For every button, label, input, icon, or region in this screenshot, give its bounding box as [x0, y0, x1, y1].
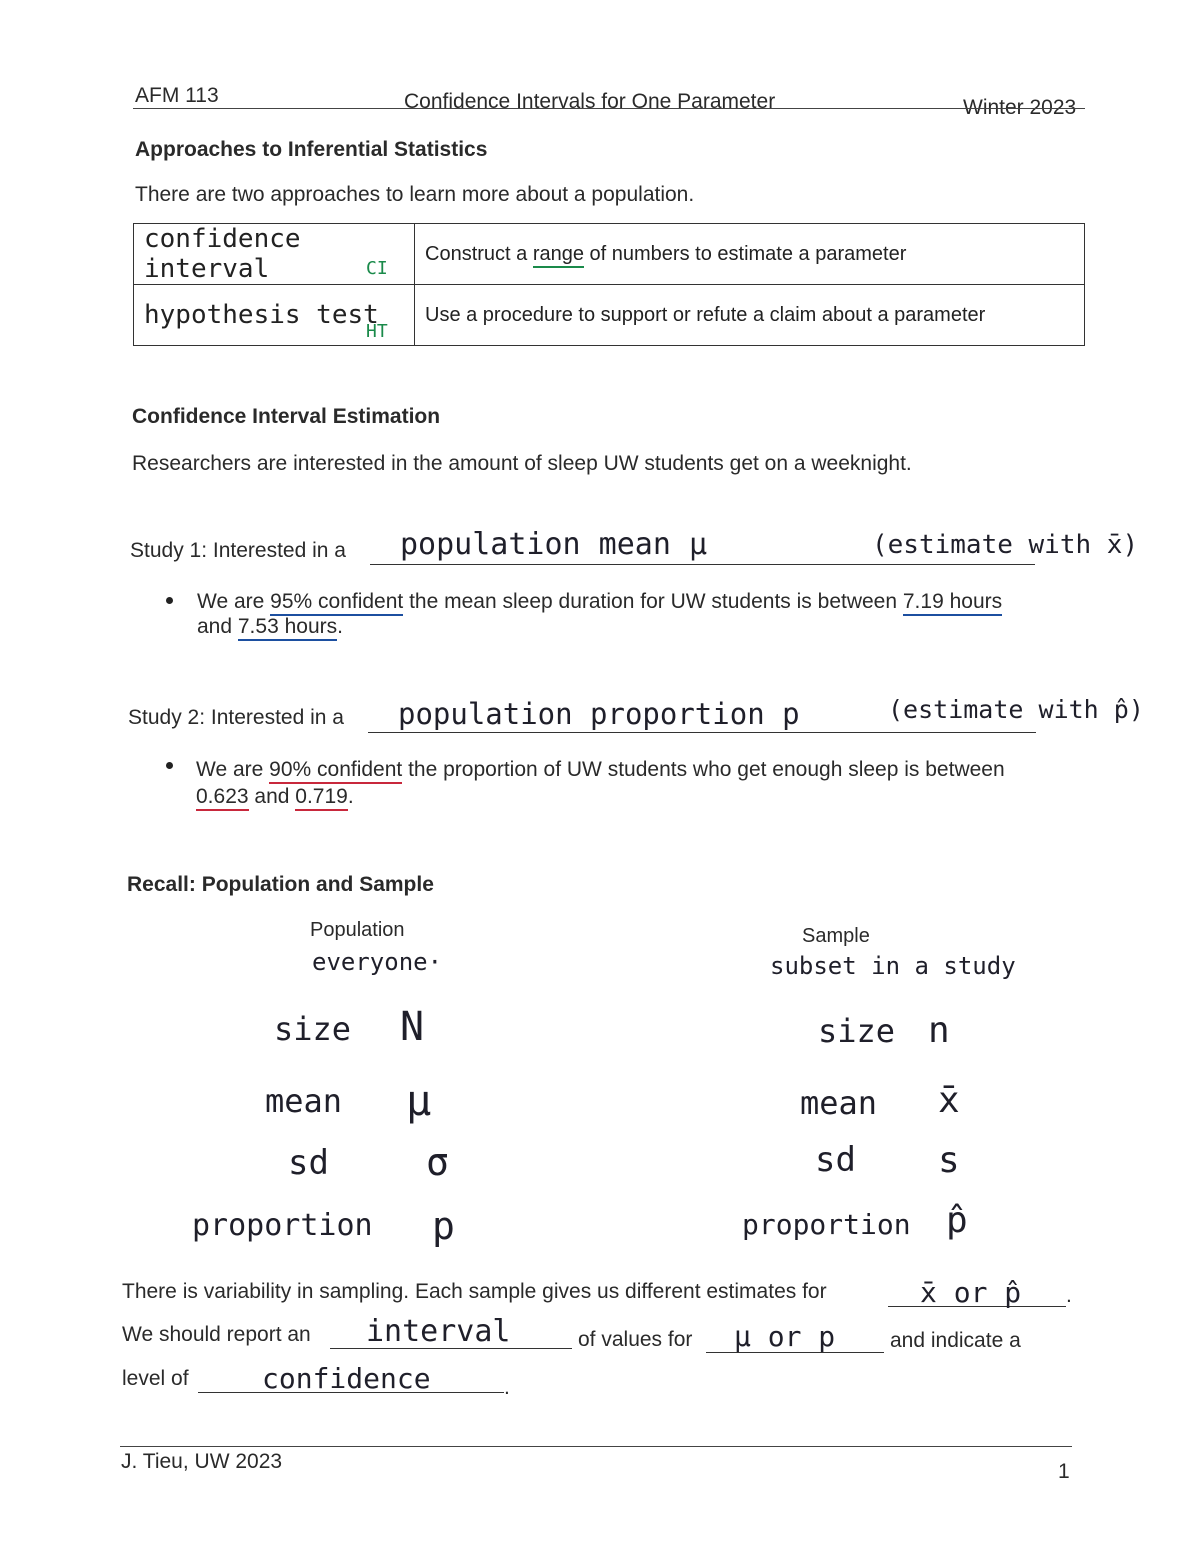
population-row-sd-key: sd — [288, 1143, 329, 1183]
population-row-proportion-key: proportion — [192, 1208, 373, 1243]
study2-prompt: Study 2: Interested in a — [128, 706, 344, 729]
sample-desc: subset in a study — [770, 952, 1016, 980]
study1-blank — [370, 564, 1035, 565]
desc-cell — [415, 224, 1085, 285]
closing-line2-mid: of values for — [578, 1328, 693, 1351]
closing-line3-end: . — [504, 1376, 510, 1399]
text: and — [197, 615, 238, 638]
underlined-confidence: 90% confident — [269, 758, 402, 784]
term-confidence-interval: confidence interval — [144, 224, 301, 284]
underlined-lower-bound: 0.623 — [196, 785, 249, 811]
section-heading-ci-estimation: Confidence Interval Estimation — [132, 405, 441, 428]
sample-row-size-val: n — [928, 1010, 950, 1051]
header-rule — [133, 108, 1085, 109]
abbr-ci: CI — [366, 258, 388, 279]
text: We are — [196, 758, 270, 781]
term-hypothesis-test: hypothesis test — [144, 300, 379, 330]
text: and — [248, 785, 296, 808]
underlined-lower-bound: 7.19 hours — [903, 590, 1002, 616]
text: . — [347, 785, 354, 808]
underlined-upper-bound: 7.53 hours — [238, 615, 337, 641]
bullet — [166, 762, 173, 769]
population-row-size-val: N — [400, 1004, 425, 1050]
desc-text: Construct a — [425, 242, 533, 265]
sample-row-mean-val: x̄ — [938, 1080, 960, 1121]
study1-note: (estimate with x̄) — [872, 530, 1139, 560]
study1-statement — [197, 589, 1077, 639]
closing-line1-fill: x̄ or p̂ — [920, 1276, 1022, 1309]
section-heading-approaches: Approaches to Inferential Statistics — [135, 138, 488, 161]
course-code: AFM 113 — [135, 84, 219, 107]
underlined-range: range — [533, 243, 584, 268]
population-desc: everyone· — [312, 948, 443, 976]
study1-answer: population mean μ — [400, 527, 708, 562]
closing-line2-text: We should report an — [122, 1323, 311, 1346]
text: the mean sleep duration for UW students is between — [403, 590, 903, 613]
closing-line3-text: level of — [122, 1367, 189, 1390]
desc-cell — [415, 285, 1085, 346]
desc-text: Use a procedure to support or refute a claim about a parameter — [425, 303, 986, 326]
sample-row-sd-val: s — [938, 1140, 960, 1181]
section-intro-ci-estimation: Researchers are interested in the amount of sleep UW students get on a weeknight. — [132, 452, 912, 475]
approaches-table — [133, 223, 1085, 346]
section-heading-population-sample: Recall: Population and Sample — [127, 873, 434, 896]
sample-label: Sample — [802, 925, 870, 947]
text: We are — [197, 590, 271, 613]
closing-line3-fill: confidence — [262, 1362, 431, 1395]
document-title: Confidence Intervals for One Parameter — [404, 90, 776, 113]
term-cell — [134, 224, 415, 285]
population-label: Population — [310, 919, 405, 941]
abbr-ht: HT — [366, 321, 388, 342]
table-row — [134, 285, 1085, 346]
underlined-upper-bound: 0.719 — [295, 785, 348, 811]
population-row-mean-val: μ — [406, 1076, 432, 1125]
term-label: Winter 2023 — [963, 96, 1077, 119]
study2-note: (estimate with p̂) — [888, 695, 1144, 724]
underlined-confidence: 95% confident — [270, 590, 403, 616]
section-intro-approaches: There are two approaches to learn more about a population. — [135, 183, 695, 206]
population-row-proportion-val: p — [432, 1204, 455, 1248]
page-number: 1 — [1058, 1460, 1070, 1483]
bullet — [166, 597, 173, 604]
closing-line2-end: and indicate a — [890, 1329, 1021, 1352]
closing-line2-fill: interval — [366, 1314, 511, 1349]
term-cell — [134, 285, 415, 346]
closing-line2-fill2: μ or p — [734, 1320, 836, 1353]
sample-row-sd-key: sd — [815, 1140, 856, 1180]
sample-row-mean-key: mean — [800, 1084, 878, 1122]
sample-row-size-key: size — [818, 1012, 896, 1050]
study2-blank — [368, 732, 1036, 733]
desc-text: of numbers to estimate a parameter — [583, 242, 907, 265]
sample-row-proportion-val: p̂ — [946, 1200, 968, 1241]
table-row — [134, 224, 1085, 285]
closing-line1-end: . — [1066, 1284, 1072, 1307]
sample-row-proportion-key: proportion — [742, 1208, 911, 1241]
text: . — [337, 615, 343, 638]
population-row-sd-val: σ — [426, 1140, 449, 1184]
population-row-mean-key: mean — [265, 1082, 343, 1120]
footer-author: J. Tieu, UW 2023 — [121, 1450, 283, 1473]
population-row-size-key: size — [274, 1010, 352, 1048]
study2-statement — [196, 756, 1076, 810]
study1-prompt: Study 1: Interested in a — [130, 539, 346, 562]
closing-line1-text: There is variability in sampling. Each sample gives us different estimates for — [122, 1280, 827, 1303]
study2-answer: population proportion p — [398, 697, 800, 731]
text: the proportion of UW students who get enough sleep is between — [402, 758, 1005, 781]
footer-rule — [120, 1446, 1072, 1447]
